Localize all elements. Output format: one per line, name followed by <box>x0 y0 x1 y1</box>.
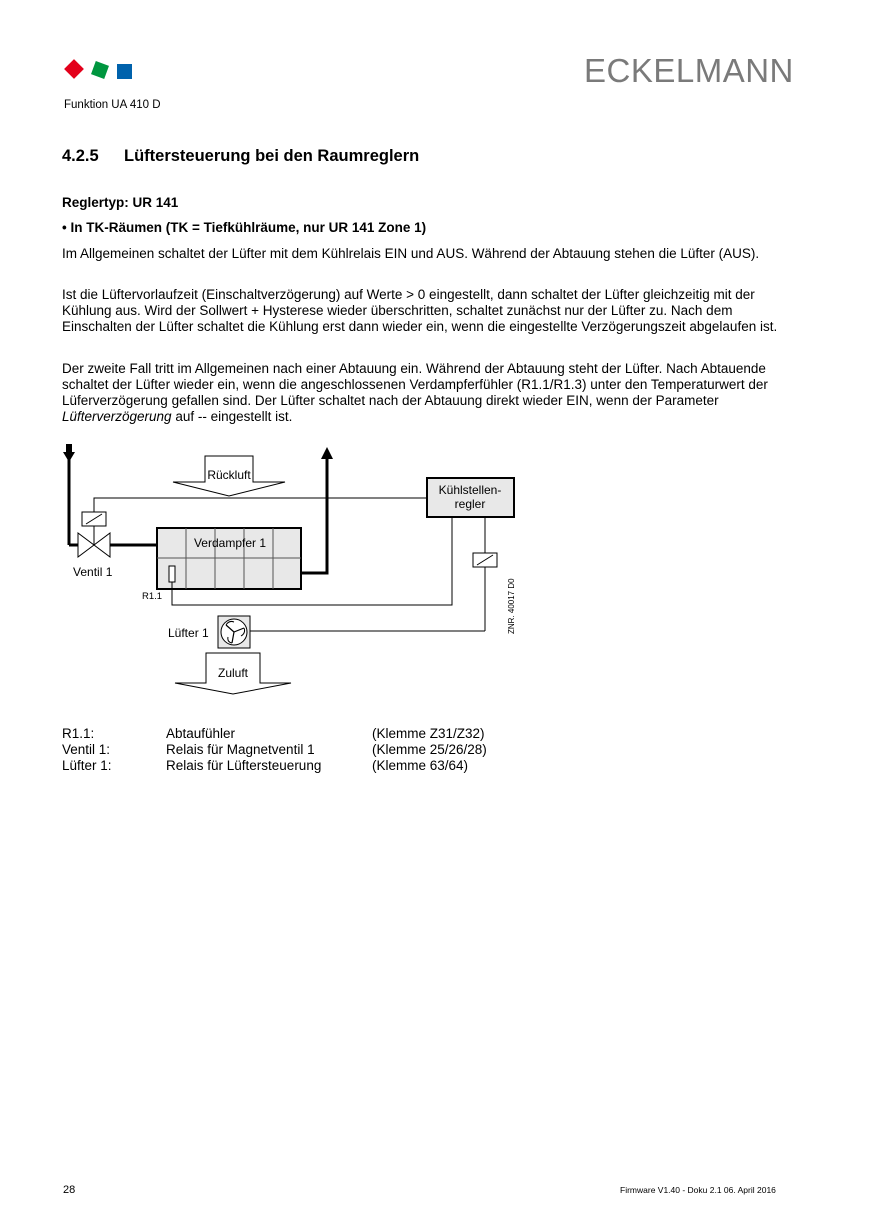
valve-label: Ventil 1 <box>73 565 113 579</box>
sensor-symbol <box>169 566 175 582</box>
document-subtitle: Funktion UA 410 D <box>64 99 161 111</box>
controller-label-1: Kühlstellen- <box>438 483 502 497</box>
outlet-pipe <box>301 447 333 573</box>
bullet-icon: • <box>62 220 71 235</box>
controller-label-2: regler <box>454 497 486 511</box>
supply-air-label: Zuluft <box>217 666 249 680</box>
regler-type: Reglertyp: UR 141 <box>62 195 179 210</box>
paragraph-3: Der zweite Fall tritt im Allgemeinen nach einer Abtauung ein. Während der Abtauung steht der Lüfter. Nach Abtauende schaltet der Lüfter wieder ein, wenn die angeschlossenen Verdampferfühler (R1.1/R1.3) unter den Temperaturwert der Lüferverzögerung gefallen sind. Der Lüfter schaltet nach der Abtauung direkt wieder EIN, wenn der Parameter Lüfterverzögerung auf -- eingestellt ist. <box>62 361 768 424</box>
fan-symbol <box>218 616 250 648</box>
brand-name: ECKELMANN <box>584 52 794 89</box>
parameter-name: Lüfterverzögerung <box>62 409 172 424</box>
section-title: Lüftersteuerung bei den Raumreglern <box>124 147 420 165</box>
return-air-label: Rückluft <box>207 468 251 482</box>
sensor-label: R1.1 <box>142 591 163 602</box>
relay-symbol <box>473 517 497 631</box>
evaporator-label: Verdampfer 1 <box>193 536 267 550</box>
page-number: 28 <box>63 1184 76 1196</box>
paragraph-1: Im Allgemeinen schaltet der Lüfter mit dem Kühlrelais EIN und AUS. Während der Abtauung stehen die Lüfter (AUS). <box>62 246 760 261</box>
section-number: 4.2.5 <box>62 147 99 165</box>
bullet-heading: • In TK-Räumen (TK = Tiefkühlräume, nur UR 141 Zone 1) <box>62 220 427 235</box>
valve-symbol <box>78 512 110 557</box>
inlet-pipe <box>63 444 80 545</box>
up-arrow-icon <box>321 447 333 459</box>
footer-info: Firmware V1.40 - Doku 2.1 06. April 2016 <box>620 1185 776 1195</box>
paragraph-2: Ist die Lüftervorlaufzeit (Einschaltverzögerung) auf Werte > 0 eingestellt, dann schaltet der Lüfter gleichzeitig mit der Kühlung aus. Wird der Sollwert + Hysterese wieder überschritten, schaltet zunächst nur der Lüfter zu. Nach dem Einschalten der Lüfter schaltet die Kühlung erst dann wieder ein, wenn die eingestellte Verzögerungszeit abgelaufen ist. <box>62 287 778 334</box>
drawing-number: ZNR. 40017 D0 <box>507 578 516 634</box>
valve-control-wire <box>94 498 426 512</box>
fan-label: Lüfter 1 <box>168 626 209 640</box>
